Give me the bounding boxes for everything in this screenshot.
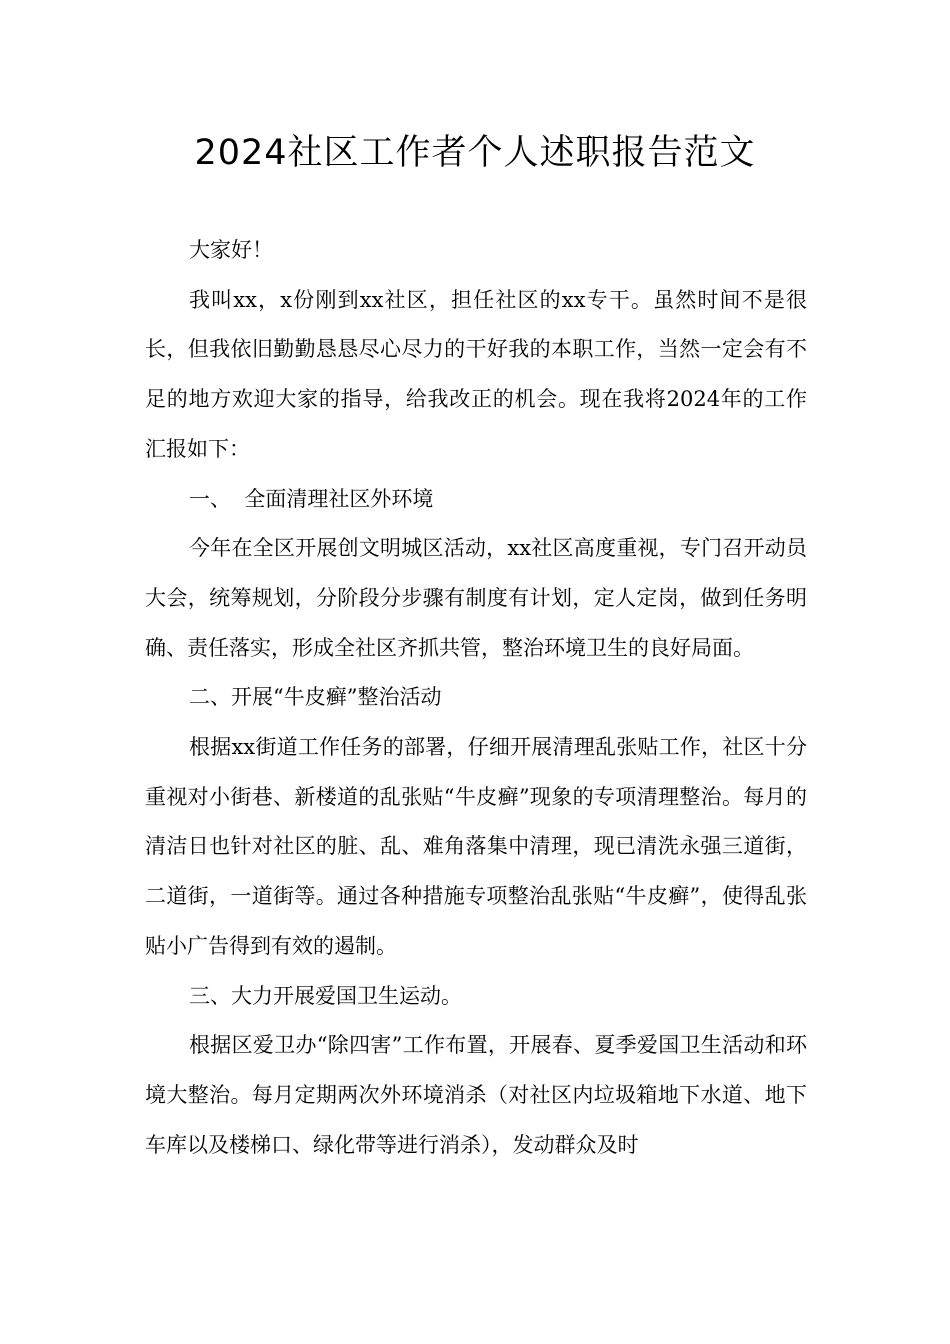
section-heading-3: 三、大力开展爱国卫生运动。 [189,983,462,1008]
intro-paragraph: 我叫xx，x份刚到xx社区，担任社区的xx专干。虽然时间不是很长，但我依旧勤勤恳恳尽心尽力的干好我的本职工作，当然一定会有不足的地方欢迎大家的指导，给我改正的机会。现在我将2024年的工作汇报如下： [145,287,807,461]
document-title: 2024社区工作者个人述职报告范文 [194,133,756,173]
document-body [145,226,807,1170]
section-1-paragraph: 今年在全区开展创文明城区活动，xx社区高度重视，专门召开动员大会，统筹规划，分阶段分步骤有制度有计划，定人定岗，做到任务明确、责任落实，形成全社区齐抓共管，整治环境卫生的良好局面。 [145,536,807,660]
section-3-paragraph: 根据区爱卫办“除四害”工作布置，开展春、夏季爱国卫生活动和环境大整治。每月定期两次外环境消杀（对社区内垃圾箱地下水道、地下车库以及楼梯口、绿化带等进行消杀），发动群众及时 [145,1033,807,1157]
greeting-paragraph: 大家好！ [189,238,273,262]
section-heading-2: 二、开展“牛皮癣”整治活动 [189,685,442,710]
section-2-paragraph: 根据xx街道工作任务的部署，仔细开展清理乱张贴工作，社区十分重视对小街巷、新楼道的乱张贴“牛皮癣”现象的专项清理整治。每月的清洁日也针对社区的脏、乱、难角落集中清理，现已清洗永强三道街，二道街，一道街等。通过各种措施专项整治乱张贴“牛皮癣”，使得乱张贴小广告得到有效的遏制。 [145,735,807,958]
section-heading-1: 一、 全面清理社区外环境 [189,486,434,511]
